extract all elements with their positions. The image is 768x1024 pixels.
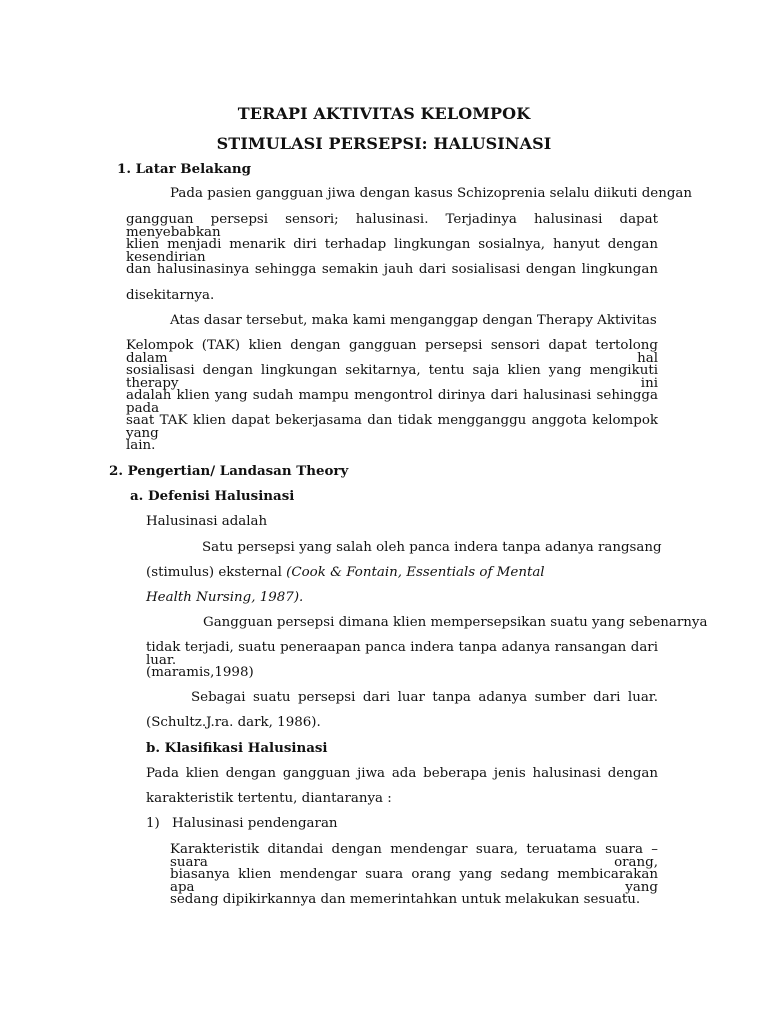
citation-text: (Cook & Fontain, Essentials of Mental bbox=[286, 565, 545, 580]
paragraph-line: Kelompok (TAK) klien dengan gangguan persepsi sensori dapat tertolong dalam hal bbox=[126, 338, 658, 367]
doc-title-line1: TERAPI AKTIVITAS KELOMPOK bbox=[237, 104, 531, 123]
paragraph-line: karakteristik tertentu, diantaranya : bbox=[146, 791, 392, 806]
paragraph-line: (Schultz.J.ra. dark, 1986). bbox=[146, 715, 321, 730]
paragraph-line: Pada klien dengan gangguan jiwa ada beberapa jenis halusinasi dengan bbox=[146, 766, 658, 781]
paragraph-line: gangguan persepsi sensori; halusinasi. Terjadinya halusinasi dapat menyebabkan bbox=[126, 212, 658, 241]
doc-title-line2: STIMULASI PERSEPSI: HALUSINASI bbox=[216, 134, 552, 153]
citation-text: Health Nursing, 1987). bbox=[146, 590, 304, 605]
paragraph-line: disekitarnya. bbox=[126, 288, 215, 303]
paragraph-line: biasanya klien mendengar suara orang yang sedang membicarakan apa yang bbox=[170, 867, 658, 896]
paragraph-line: Pada pasien gangguan jiwa dengan kasus Schizoprenia selalu diikuti dengan bbox=[170, 186, 693, 201]
subsection-b-heading: b. Klasifikasi Halusinasi bbox=[146, 740, 328, 756]
paragraph-line: klien menjadi menarik diri terhadap lingkungan sosialnya, hanyut dengan kesendirian bbox=[126, 237, 658, 266]
paragraph-line bbox=[146, 566, 545, 579]
paragraph-line: sosialisasi dengan lingkungan sekitarnya, tentu saja klien yang mengikuti therapy ini bbox=[126, 363, 658, 392]
paragraph-line: (maramis,1998) bbox=[146, 665, 254, 680]
paragraph-line: saat TAK klien dapat bekerjasama dan tidak mengganggu anggota kelompok yang bbox=[126, 413, 658, 442]
text-span: (stimulus) eksternal bbox=[146, 565, 287, 580]
paragraph-line: adalah klien yang sudah mampu mengontrol dirinya dari halusinasi sehingga pada bbox=[126, 388, 658, 417]
paragraph-line: lain. bbox=[126, 438, 156, 453]
paragraph-line: Halusinasi adalah bbox=[146, 514, 268, 529]
section2-heading: 2. Pengertian/ Landasan Theory bbox=[109, 463, 349, 479]
subsection-a-heading: a. Defenisi Halusinasi bbox=[130, 488, 295, 504]
paragraph-line: sedang dipikirkannya dan memerintahkan untuk melakukan sesuatu. bbox=[170, 892, 641, 907]
section1-heading: 1. Latar Belakang bbox=[117, 161, 251, 177]
list-item-label: Halusinasi pendengaran bbox=[172, 816, 338, 831]
paragraph-line: Sebagai suatu persepsi dari luar tanpa adanya sumber dari luar. bbox=[191, 690, 658, 705]
paragraph-line: Gangguan persepsi dimana klien mempersepsikan suatu yang sebenarnya bbox=[203, 615, 708, 630]
paragraph-line: Atas dasar tersebut, maka kami menganggap dengan Therapy Aktivitas bbox=[170, 313, 657, 328]
paragraph-line: Karakteristik ditandai dengan mendengar suara, teruatama suara – suara orang, bbox=[170, 842, 658, 871]
list-item-number: 1) bbox=[146, 816, 160, 831]
paragraph-line: tidak terjadi, suatu peneraapan panca indera tanpa adanya ransangan dari luar. bbox=[146, 640, 658, 669]
paragraph-line: Satu persepsi yang salah oleh panca indera tanpa adanya rangsang bbox=[202, 540, 662, 555]
paragraph-line: dan halusinasinya sehingga semakin jauh dari sosialisasi dengan lingkungan bbox=[126, 262, 658, 277]
